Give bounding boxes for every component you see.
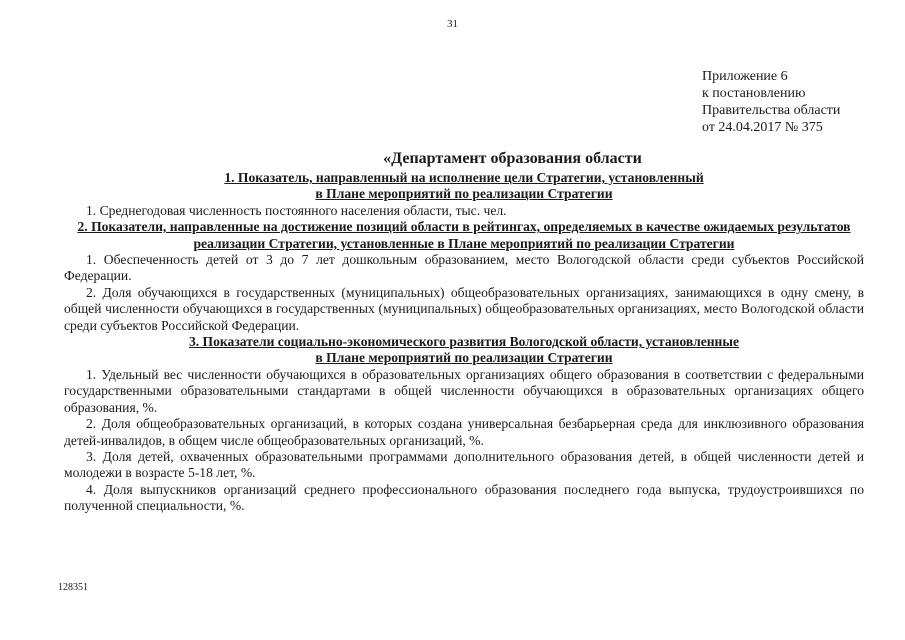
section-3-item: 4. Доля выпускников организаций среднего профессионального образования последнего года выпуска, трудоустроившихся по полученной специальности, %. <box>64 481 864 514</box>
page-number: 31 <box>447 18 458 30</box>
appendix-line: Правительства области <box>702 103 841 118</box>
section-2-item: 2. Доля обучающихся в государственных (муниципальных) общеобразовательных организациях, занимающихся в одну смену, в общей численности обучающихся в государственных (муниципальных) общеобразовательных организациях, место Вологодской области среди субъектов Российской Федерации. <box>64 284 864 333</box>
section-3-item: 1. Удельный вес численности обучающихся в образовательных организациях общего образования в соответствии с федеральными государственными образовательными стандартами в общей численности обучающихся в образовательных организациях общего образования, %. <box>64 366 864 415</box>
footer-code: 128351 <box>58 582 88 593</box>
appendix-block <box>702 68 840 136</box>
section-1-item: 1. Среднегодовая численность постоянного населения области, тыс. чел. <box>86 202 507 218</box>
section-3-item: 2. Доля общеобразовательных организаций, в которых создана универсальная безбарьерная среда для инклюзивного образования детей-инвалидов, в общем числе общеобразовательных организаций, %. <box>64 416 864 448</box>
heading-line: 3. Показатели социально-экономического развития Вологодской области, установленные <box>188 334 740 350</box>
heading-line: 2. Показатели, направленные на достижение позиций области в рейтингах, определяемых в качестве ожидаемых результатов реализации Стратегии, установленные в Плане мероприятий по реализации Стратегии <box>77 219 851 251</box>
document-body <box>64 170 864 515</box>
section-2-heading <box>64 219 864 252</box>
appendix-line: от 24.04.2017 № 375 <box>702 120 823 135</box>
appendix-line: к постановлению <box>702 86 806 101</box>
heading-line: 1. Показатель, направленный на исполнение цели Стратегии, установленный <box>224 170 704 185</box>
section-3-item: 3. Доля детей, охваченных образовательными программами дополнительного образования детей, в общей численности детей и молодежи в возрасте 5-18 лет, %. <box>64 448 864 481</box>
appendix-line: Приложение 6 <box>702 69 788 84</box>
heading-line: в Плане мероприятий по реализации Стратегии <box>315 350 613 366</box>
heading-line: в Плане мероприятий по реализации Стратегии <box>315 186 613 202</box>
section-1-heading <box>64 170 864 203</box>
section-2-item: 1. Обеспеченность детей от 3 до 7 лет дошкольным образованием, место Вологодской области среди субъектов Российской Федерации. <box>64 252 864 284</box>
document-title: «Департамент образования области <box>383 150 642 167</box>
section-3-heading <box>64 334 864 367</box>
